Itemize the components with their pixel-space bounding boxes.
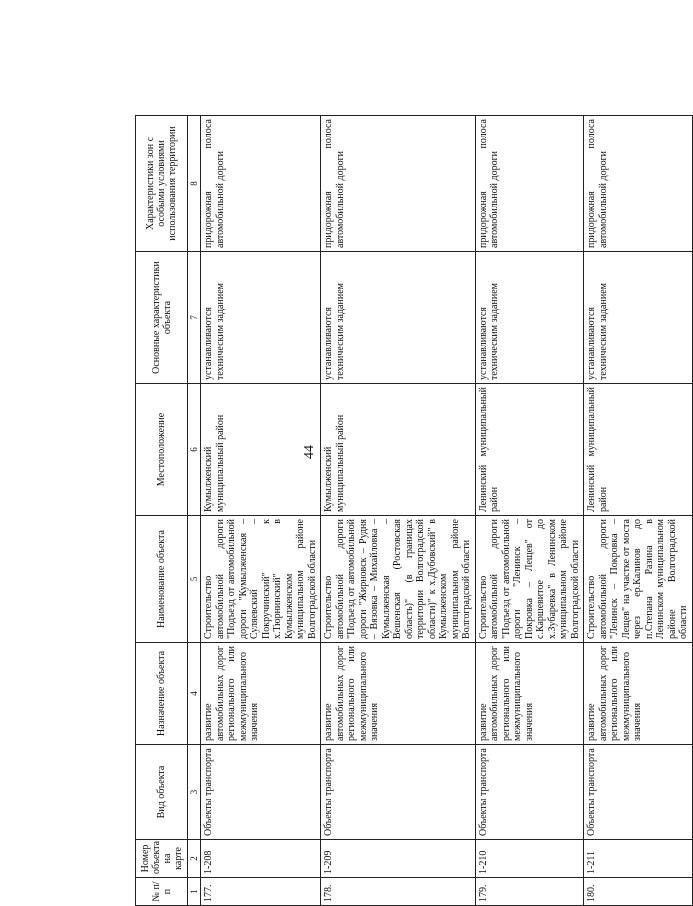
cell-characteristics: устанавливаются техническим заданием bbox=[201, 252, 321, 384]
header-location: Местоположение bbox=[136, 384, 188, 516]
cell-map-number: 1-208 bbox=[201, 840, 321, 878]
cell-purpose: развитие автомобильных дорог регионального или межмуниципального значения bbox=[475, 643, 584, 745]
column-index-row bbox=[188, 116, 201, 906]
cell-object-type: Объекты транспорта bbox=[475, 745, 584, 840]
column-index: 4 bbox=[188, 643, 201, 745]
cell-object-type: Объекты транспорта bbox=[201, 745, 321, 840]
cell-object-type: Объекты транспорта bbox=[584, 745, 693, 840]
cell-characteristics: устанавливаются техническим заданием bbox=[584, 252, 693, 384]
table-row bbox=[321, 116, 476, 906]
page-number: 44 bbox=[302, 445, 317, 459]
column-index: 5 bbox=[188, 516, 201, 643]
cell-object-type: Объекты транспорта bbox=[321, 745, 476, 840]
header-purpose: Назначение объекта bbox=[136, 643, 188, 745]
cell-location: Ленинский муниципальный район bbox=[475, 384, 584, 516]
header-object-type: Вид объекта bbox=[136, 745, 188, 840]
cell-map-number: 1-209 bbox=[321, 840, 476, 878]
objects-table bbox=[135, 115, 693, 906]
column-index: 6 bbox=[188, 384, 201, 516]
cell-purpose: развитие автомобильных дорог регионального или межмуниципального значения bbox=[584, 643, 693, 745]
cell-purpose: развитие автомобильных дорог регионального или межмуниципального значения bbox=[321, 643, 476, 745]
cell-zones: придорожная полоса автомобильной дороги bbox=[321, 116, 476, 252]
cell-num: 178. bbox=[321, 878, 476, 906]
column-index: 3 bbox=[188, 745, 201, 840]
header-characteristics: Основные характеристики объекта bbox=[136, 252, 188, 384]
header-zones: Характеристики зон с особыми условиями использования территории bbox=[136, 116, 188, 252]
cell-object-name: Строительство автомобильной дороги "Подъезд от автомобильной дороги "Кумылженская – Суляевский – Покручинский" к х.Тюрнинский" в Кумылженском муниципальном районе Волгоградской области bbox=[201, 516, 321, 643]
table-row bbox=[475, 116, 584, 906]
cell-location: Кумылженский муниципальный район bbox=[321, 384, 476, 516]
cell-zones: придорожная полоса автомобильной дороги bbox=[475, 116, 584, 252]
cell-num: 180. bbox=[584, 878, 693, 906]
table-header-row bbox=[136, 116, 188, 906]
table-row bbox=[584, 116, 693, 906]
cell-map-number: 1-211 bbox=[584, 840, 693, 878]
cell-zones: придорожная полоса автомобильной дороги bbox=[584, 116, 693, 252]
cell-location: Кумылженский муниципальный район bbox=[201, 384, 321, 516]
cell-map-number: 1-210 bbox=[475, 840, 584, 878]
cell-location: Ленинский муниципальный район bbox=[584, 384, 693, 516]
cell-num: 179. bbox=[475, 878, 584, 906]
cell-object-name: Строительство автомобильной дороги "Ленинск – Покровка – Лещев" на участке от моста через ер.Калинов до п.Степана Разина в Ленинском муниципальном районе Волгоградской области bbox=[584, 516, 693, 643]
column-index: 7 bbox=[188, 252, 201, 384]
cell-num: 177. bbox=[201, 878, 321, 906]
header-num: № п/п bbox=[136, 878, 188, 906]
cell-characteristics: устанавливаются техническим заданием bbox=[475, 252, 584, 384]
table-row bbox=[201, 116, 321, 906]
column-index: 1 bbox=[188, 878, 201, 906]
rotated-table-container bbox=[135, 116, 689, 906]
column-index: 2 bbox=[188, 840, 201, 878]
header-map-number: Номер объекта на карте bbox=[136, 840, 188, 878]
cell-purpose: развитие автомобильных дорог регионального или межмуниципального значения bbox=[201, 643, 321, 745]
column-index: 8 bbox=[188, 116, 201, 252]
header-object-name: Наименование объекта bbox=[136, 516, 188, 643]
cell-characteristics: устанавливаются техническим заданием bbox=[321, 252, 476, 384]
cell-object-name: Строительство автомобильной дороги "Подъезд от автомобильной дороги "Ленинск – Покровка – Лещев" от с.Каршевитое до х.Зубаревка" в Ленинском муниципальном районе Волгоградской области bbox=[475, 516, 584, 643]
cell-object-name: Строительство автомобильной дороги "Подъезд от автомобильной дороги "Жирновск – Рудня – Вязовка – Михайловка – Кумылженская – Вешенская (Ростовская область)" (в границах территории Волгоградской области)" к х.Дубовский" в Кумылженском муниципальном районе Волгоградской области bbox=[321, 516, 476, 643]
cell-zones: придорожная полоса автомобильной дороги bbox=[201, 116, 321, 252]
